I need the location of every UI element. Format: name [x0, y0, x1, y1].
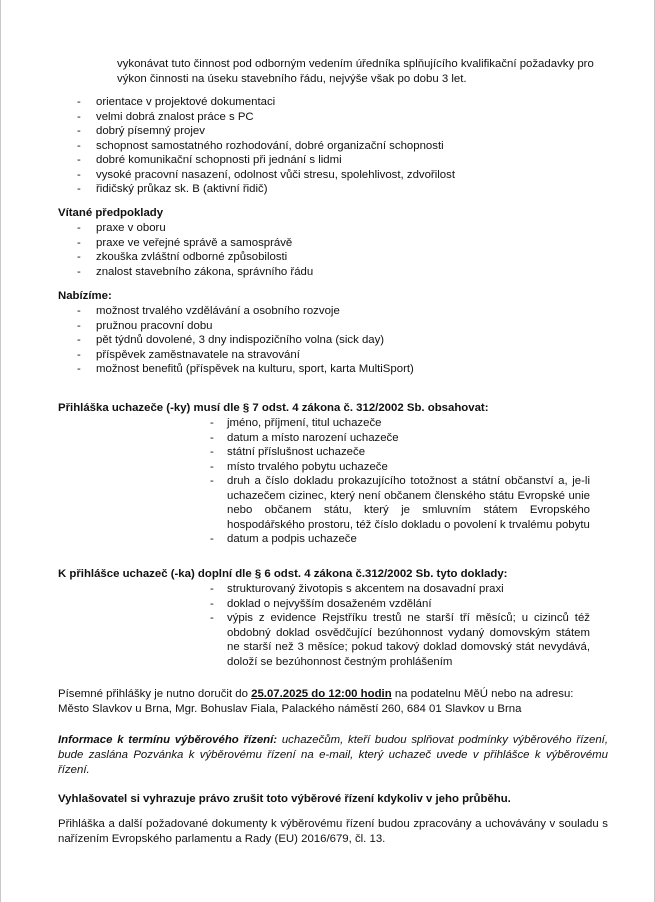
list-item: - vysoké pracovní nasazení, odolnost vůči stresu, spolehlivost, zdvořilost — [58, 168, 455, 183]
attachments-heading: K přihlášce uchazeč (-ka) doplní dle § 6 odst. 4 zákona č.312/2002 Sb. tyto doklady: — [58, 568, 508, 580]
list-item: - druh a číslo dokladu prokazujícího totožnost a státní občanství a, je-li uchazečem cizinec, který není občanem členského státu Evropské unie nebo občanem státu, který je smluvním státem Evropského hospodářského prostoru, též číslo dokladu o povolení k trvalému pobytu — [210, 474, 590, 532]
list-item: - datum a místo narození uchazeče — [210, 431, 590, 446]
list-item: - znalost stavebního zákona, správního řádu — [58, 265, 313, 280]
info-label: Informace k termínu výběrového řízení: — [58, 734, 278, 746]
deadline-date: 25.07.2025 do 12:00 hodin — [251, 688, 392, 700]
list-item: - pět týdnů dovolené, 3 dny indispozičního volna (sick day) — [58, 333, 414, 348]
reservation-paragraph: Vyhlašovatel si vyhrazuje právo zrušit toto výběrové řízení kdykoliv v jeho průběhu. — [58, 793, 511, 805]
list-item: - příspěvek zaměstnavatele na stravování — [58, 348, 414, 363]
list-item: - strukturovaný životopis s akcentem na dosavadní praxi — [210, 582, 590, 597]
list-item: - možnost benefitů (příspěvek na kulturu, sport, karta MultiSport) — [58, 362, 414, 377]
list-item: - zkouška zvláštní odborné způsobilosti — [58, 250, 313, 265]
application-section — [58, 401, 618, 547]
info-text: uchazečům, kteří budou splňovat podmínky výběrového řízení, bude zaslána Pozvánka k výběrovému řízení na e-mail, který uchazeč uvede v přihlášce k výběrovému řízení. — [58, 734, 608, 776]
list-item: - doklad o nejvyšším dosaženém vzdělání — [210, 597, 590, 612]
offer-heading: Nabízíme: — [58, 290, 112, 302]
application-list — [210, 416, 590, 547]
welcome-list — [58, 221, 313, 279]
list-item: - řidičský průkaz sk. B (aktivní řidič) — [58, 182, 455, 197]
list-item: - velmi dobrá znalost práce s PC — [58, 110, 455, 125]
list-item: - schopnost samostatného rozhodování, dobré organizační schopnosti — [58, 139, 455, 154]
list-item: - státní příslušnost uchazeče — [210, 445, 590, 460]
deadline-paragraph — [58, 687, 608, 717]
intro-paragraph: vykonávat tuto činnost pod odborným vedením úředníka splňujícího kvalifikační požadavky pro výkon činnosti na úseku stavebního řádu, nejvýše však po dobu 3 let. — [117, 58, 594, 85]
list-item: - datum a podpis uchazeče — [210, 532, 590, 547]
list-item: - orientace v projektové dokumentaci — [58, 95, 455, 110]
gdpr-paragraph: Přihláška a další požadované dokumenty k výběrovému řízení budou zpracovány a uchovávány v souladu s nařízením Evropského parlamentu a Rady (EU) 2016/679, čl. 13. — [58, 818, 608, 845]
list-item: - praxe ve veřejné správě a samosprávě — [58, 236, 313, 251]
info-paragraph — [58, 733, 608, 778]
list-item: - pružnou pracovní dobu — [58, 319, 414, 334]
attachments-section — [58, 567, 618, 669]
list-item: - jméno, příjmení, titul uchazeče — [210, 416, 590, 431]
list-item: - praxe v oboru — [58, 221, 313, 236]
offer-list — [58, 304, 414, 377]
page-edge-left — [0, 0, 1, 902]
deadline-text: Písemné přihlášky je nutno doručit do — [58, 688, 252, 700]
attachments-list — [210, 582, 590, 669]
list-item: - dobrý písemný projev — [58, 124, 455, 139]
list-item: - místo trvalého pobytu uchazeče — [210, 460, 590, 475]
deadline-address: Město Slavkov u Brna, Mgr. Bohuslav Fiala, Palackého náměstí 260, 684 01 Slavkov u Brna — [58, 703, 522, 715]
welcome-heading: Vítané předpoklady — [58, 207, 164, 219]
deadline-text-end: na podatelnu MěÚ nebo na adresu: — [391, 688, 574, 700]
list-item: - dobré komunikační schopnosti při jednání s lidmi — [58, 153, 455, 168]
requirements-list — [58, 95, 455, 197]
list-item: - výpis z evidence Rejstříku trestů ne starší tří měsíců; u cizinců též obdobný doklad osvědčující bezúhonnost vydaný domovským státem ne starší než 3 měsíce; pokud takový doklad domovský stát nevydává, doloží se bezúhonnost čestným prohlášením — [210, 611, 590, 669]
requirements-section — [58, 95, 455, 197]
list-item: - možnost trvalého vzdělávání a osobního rozvoje — [58, 304, 414, 319]
welcome-section — [58, 206, 313, 279]
offer-section — [58, 289, 414, 377]
application-heading: Přihláška uchazeče (-ky) musí dle § 7 odst. 4 zákona č. 312/2002 Sb. obsahovat: — [58, 402, 489, 414]
